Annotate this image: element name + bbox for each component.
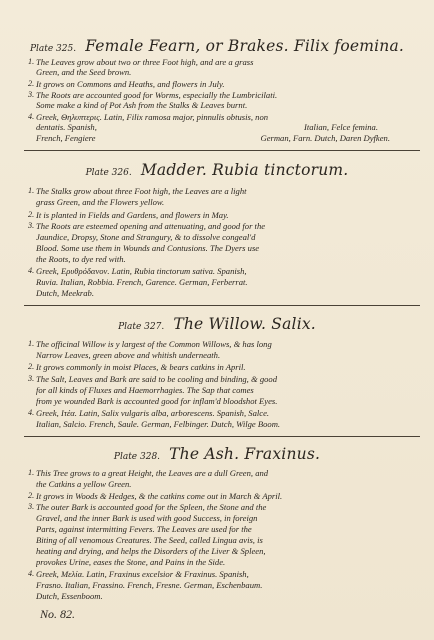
text-line	[36, 122, 418, 132]
text-line: Narrow Leaves, green above and whitish underneath.	[36, 350, 221, 360]
text-line: It grows on Commons and Heaths, and flowers in July.	[36, 79, 225, 89]
item-number: 1.	[28, 186, 35, 195]
text-line: It is planted in Fields and Gardens, and flowers in May.	[36, 210, 229, 220]
text-line: The outer Bark is accounted good for the Spleen, the Stone and the	[36, 502, 267, 512]
section-title: Madder. Rubia tinctorum.	[140, 161, 349, 179]
item-number: 3.	[28, 502, 35, 511]
item-number: 1.	[28, 339, 35, 348]
divider-rule	[24, 305, 420, 306]
text-line: the Catkins a yellow Green.	[36, 479, 132, 489]
item-number: 4.	[28, 266, 35, 275]
item-number: 1.	[28, 57, 35, 66]
text-line: Some make a kind of Pot Ash from the Stalks & Leaves burnt.	[36, 100, 248, 110]
text-line: Italian, Salcio. French, Saule. German, Felbinger. Dutch, Wilge Boom.	[36, 419, 281, 429]
section-heading	[0, 36, 434, 55]
item-number: 2.	[28, 491, 35, 500]
text-line: The Roots are accounted good for Worms, especially the Lumbricilati.	[36, 90, 278, 100]
text-line: Greek, Μελία. Latin, Fraxinus excelsior & Fraxinus. Spanish,	[36, 569, 249, 579]
section-heading	[0, 444, 434, 463]
item-number: 2.	[28, 210, 35, 219]
section-title: The Willow. Salix.	[173, 315, 316, 333]
text-line	[36, 133, 418, 143]
section-heading	[0, 160, 434, 179]
plate-number: Plate 325.	[29, 44, 77, 54]
text-line: heating and drying, and helps the Disorders of the Liver & Spleen,	[36, 546, 266, 556]
text-line: It grows commonly in moist Places, & bears catkins in April.	[36, 362, 246, 372]
text-line: Biting of all venomous Creatures. The Seed, called Lingua avis, is	[36, 535, 263, 545]
plate-number: Plate 327.	[118, 322, 165, 332]
item-number: 3.	[28, 374, 35, 383]
text-line: provokes Urine, eases the Stone, and Pains in the Side.	[36, 557, 226, 567]
text-line: Dutch, Essenboom.	[36, 591, 103, 601]
text-line: from ye wounded Bark is accounted good for inflam'd bloodshot Eyes.	[36, 396, 278, 406]
divider-rule	[24, 436, 420, 437]
text-line: Frasno. Italian, Frassino. French, Fresne. German, Eschenbaum.	[36, 580, 263, 590]
text-line: Dutch, Meekrab.	[36, 288, 94, 298]
plate-number: Plate 326.	[85, 168, 132, 178]
text-line: The officinal Willow is y largest of the Common Willows, & has long	[36, 339, 272, 349]
section-heading	[0, 314, 434, 333]
text-line: Gravel, and the inner Bark is used with good Success, in foreign	[36, 513, 258, 523]
text-segment: Italian, Felce femina.	[304, 122, 378, 132]
text-line: Greek, Θηλυπτερις. Latin, Filix ramosa major, pinnulis obtusis, non	[36, 112, 269, 122]
text-line: The Roots are esteemed opening and attenuating, and good for the	[36, 221, 266, 231]
text-line: The Stalks grow about three Foot high, the Leaves are a light	[36, 186, 247, 196]
item-number: 3.	[28, 90, 35, 99]
item-number: 3.	[28, 221, 35, 230]
plate-number: Plate 328.	[113, 452, 161, 462]
text-line: for all kinds of Fluxes and Haemorrhagies. The Sap that comes	[36, 385, 254, 395]
text-line: Parts, against intermitting Fevers. The Leaves are used for the	[36, 524, 252, 534]
text-line: Blood. Some use them in Wounds and Contusions. The Dyers use	[36, 243, 260, 253]
text-line: Jaundice, Dropsy, Stone and Strangury, & to dissolve congeal'd	[36, 232, 256, 242]
text-line: This Tree grows to a great Height, the Leaves are a dull Green, and	[36, 468, 269, 478]
text-line: the Roots, to dye red with.	[36, 254, 126, 264]
item-number: 2.	[28, 79, 35, 88]
divider-rule	[24, 150, 420, 151]
item-number: 4.	[28, 569, 35, 578]
item-number: 2.	[28, 362, 35, 371]
section-title: Female Fearn, or Brakes. Filix foemina.	[85, 37, 405, 55]
text-line: Ruvia. Italian, Robbia. French, Garence. German, Ferberrat.	[36, 277, 248, 287]
text-line: It grows in Woods & Hedges, & the catkins come out in March & April.	[36, 491, 283, 501]
text-segment: dentatis. Spanish,	[36, 122, 97, 132]
text-line: Green, and the Seed brown.	[36, 67, 132, 77]
item-number: 4.	[28, 408, 35, 417]
text-line: The Leaves grow about two or three Foot high, and are a grass	[36, 57, 254, 67]
section-title: The Ash. Fraxinus.	[169, 445, 321, 463]
item-number: 4.	[28, 112, 35, 121]
item-number: 1.	[28, 468, 35, 477]
text-segment: German, Farn. Dutch, Daren Dyfken.	[260, 133, 390, 143]
text-line: Greek, Ιτέα. Latin, Salix vulgaris alba, arborescens. Spanish, Salce.	[36, 408, 270, 418]
text-line: Greek, Ερυθρόδανον. Latin, Rubia tinctorum sativa. Spanish,	[36, 266, 247, 276]
page-number: No. 82.	[40, 607, 76, 621]
text-line: The Salt, Leaves and Bark are said to be cooling and binding, & good	[36, 374, 278, 384]
text-line: grass Green, and the Flowers yellow.	[36, 197, 165, 207]
text-segment: French, Fengiere	[36, 133, 96, 143]
